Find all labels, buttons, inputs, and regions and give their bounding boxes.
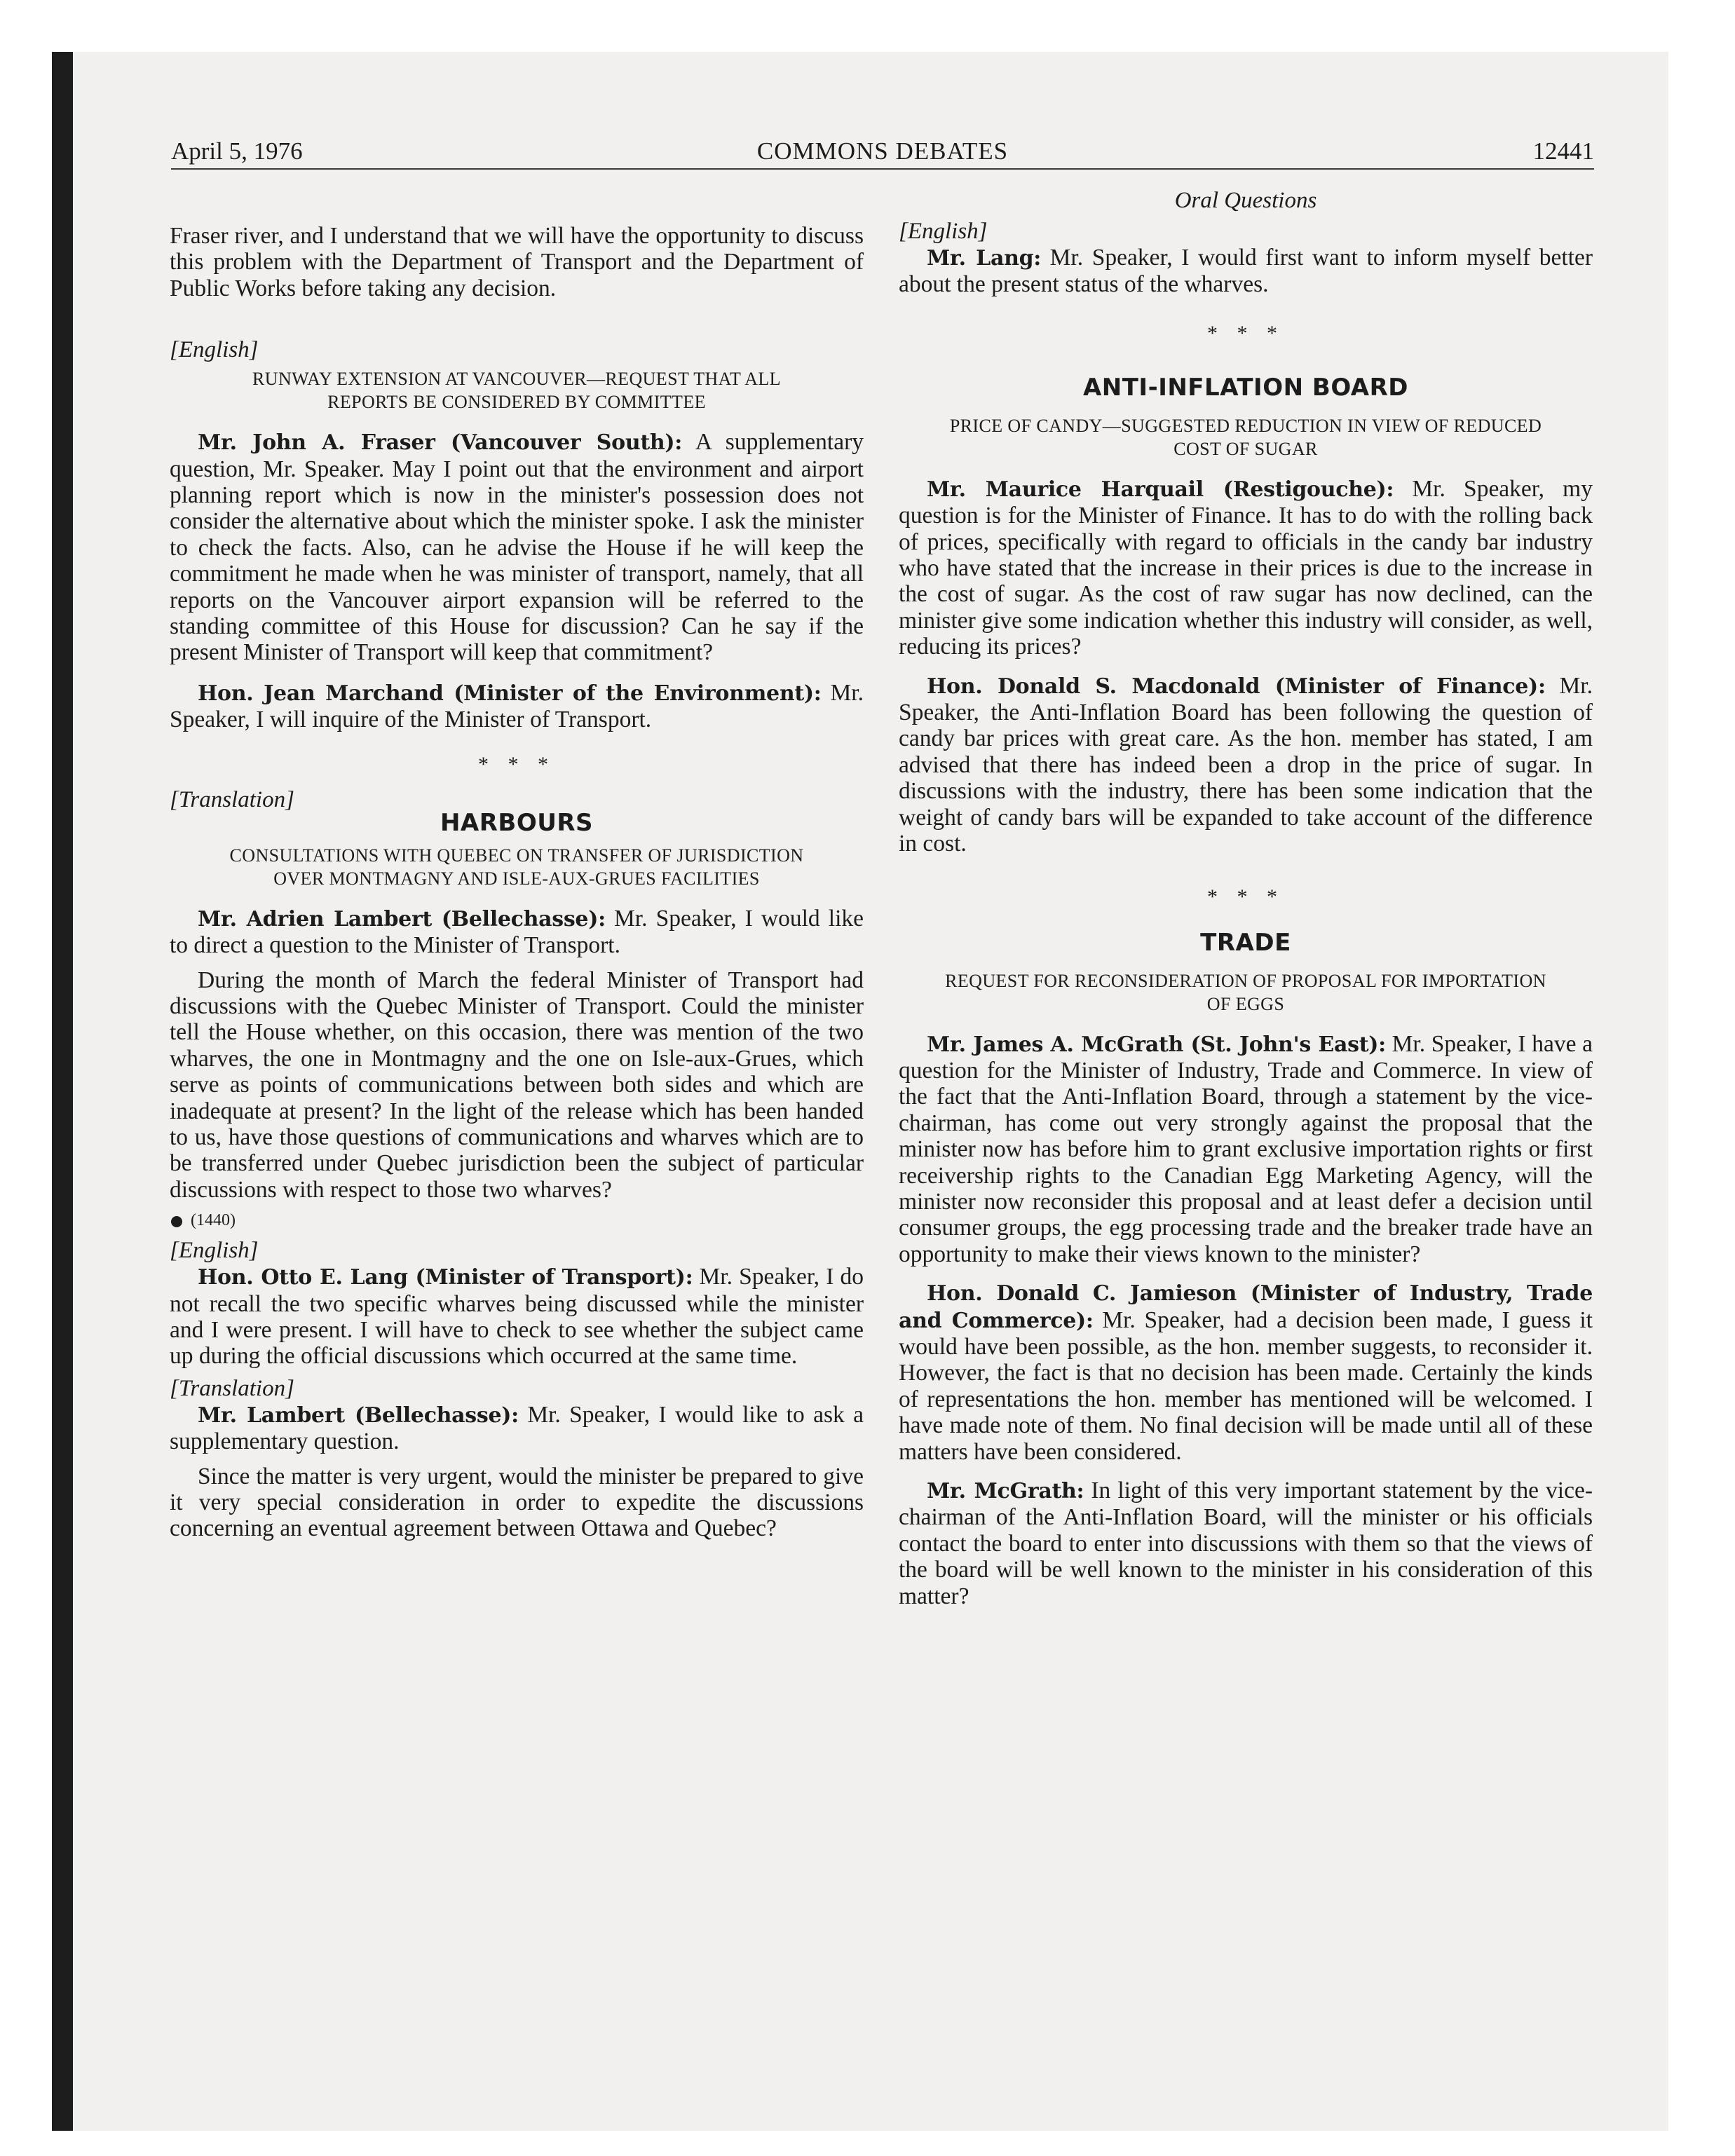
section-label: Oral Questions xyxy=(1174,188,1317,213)
left-column xyxy=(170,223,864,1542)
subheading: REQUEST FOR RECONSIDERATION OF PROPOSAL FOR IMPORTATION OF EGGS xyxy=(945,970,1546,1014)
speech xyxy=(170,1264,864,1370)
subheading: PRICE OF CANDY—SUGGESTED REDUCTION IN VIEW OF REDUCED COST OF SUGAR xyxy=(949,415,1542,459)
speech-text: Mr. Speaker, I do not recall the two specific wharves being discussed while the minister and I were present. I will have to check to see whether the subject came up during the official discussions which occurred at the same time. xyxy=(170,1264,864,1370)
language-marker: [English] xyxy=(170,337,259,363)
speech xyxy=(899,476,1593,660)
speaker-name: Mr. Lang: xyxy=(927,246,1042,271)
section-divider: * * * xyxy=(478,752,555,776)
speaker-name: Mr. Adrien Lambert (Bellechasse): xyxy=(198,906,606,932)
speech-text: Mr. Speaker, my question is for the Minister of Finance. It has to do with the rolling back of prices, specifically with regard to officials in the candy bar industry who have stated that the increase in their prices is due to the increase in the cost of sugar. As the cost of raw sugar has now declined, can the minister give some indication whether this industry will consider, as well, reducing its prices? xyxy=(899,475,1593,660)
speaker-name: Mr. McGrath: xyxy=(927,1479,1084,1503)
speech-text: Mr. Speaker, the Anti-Inflation Board has been following the question of candy bar prices with great care. As the hon. member has stated, I am advised that there has indeed been a drop in the price of sugar. In discussions with the industry, there has been some indication that the weight of candy bars will be expanded to take account of the difference in cost. xyxy=(899,672,1593,857)
speaker-name: Hon. Donald C. Jamieson (Minister of Industry, Trade and Commerce): xyxy=(899,1281,1593,1333)
language-marker: [English] xyxy=(899,219,988,244)
page-binding-edge xyxy=(52,52,73,2131)
section-heading: TRADE xyxy=(1200,928,1291,957)
speech xyxy=(170,1402,864,1455)
page-header xyxy=(171,137,1594,170)
right-column xyxy=(899,188,1593,1609)
header-rule xyxy=(171,168,1594,170)
paragraph: Fraser river, and I understand that we will have the opportunity to discuss this problem with the Department of Transport and the Department of Public Works before taking any decision. xyxy=(170,223,864,301)
speaker-name: Mr. Lambert (Bellechasse): xyxy=(198,1403,519,1428)
section-heading: ANTI-INFLATION BOARD xyxy=(1082,373,1409,402)
section-heading: HARBOURS xyxy=(440,808,594,837)
speech-text: Mr. Speaker, I have a question for the Minister of Industry, Trade and Commerce. In view of the fact that the Anti-Inflation Board, through a statement by the vice-chairman, has come out very strongly against the proposal that the minister now has before him to grant exclusive importation rights or first receivership rights to the Canadian Egg Marketing Agency, will the minister now reconsider this proposal and at least defer a decision until consumer groups, the egg processing trade and the breaker trade have an opportunity to make their views known to the minister? xyxy=(899,1030,1593,1267)
section-divider: * * * xyxy=(1207,885,1284,908)
speech-text: Mr. Speaker, I would like to direct a question to the Minister of Transport. xyxy=(170,905,864,959)
speech-text: Mr. Speaker, had a decision been made, I guess it would have been possible, as the hon. member suggests, to reconsider it. However, the fact is that no decision has been made. Certainly the kinds of representations the hon. member has mentioned will be welcomed. I have made note of them. No final decision will be made until all of these matters have been considered. xyxy=(899,1306,1593,1465)
paragraph: Since the matter is very urgent, would the minister be prepared to give it very special consideration in order to expedite the discussions concerning an eventual agreement between Ottawa and Quebec? xyxy=(170,1463,864,1542)
speaker-name: Hon. Otto E. Lang (Minister of Transport): xyxy=(198,1265,693,1290)
language-marker: [Translation] xyxy=(170,1375,294,1401)
language-marker: [Translation] xyxy=(170,786,294,812)
language-marker: [English] xyxy=(170,1238,259,1264)
speaker-name: Hon. Donald S. Macdonald (Minister of Finance): xyxy=(927,674,1546,699)
speech-text: Mr. Speaker, I would like to ask a supplementary question. xyxy=(170,1401,864,1455)
bullet-icon xyxy=(171,1216,182,1227)
section-divider: * * * xyxy=(1207,321,1284,345)
paragraph: During the month of March the federal Minister of Transport had discussions with the Quebec Minister of Transport. Could the minister tell the House whether, on this occasion, there was mention of the two wharves, the one in Montmagny and the one on Isle-aux-Grues, which serve as points of communications between both sides and which are inadequate at present? In the light of the release which has been handed to us, have those questions of communications and wharves which are to be transferred under Quebec jurisdiction been the subject of particular discussions with respect to those two wharves? xyxy=(170,967,864,1203)
speech-text: Mr. Speaker, I will inquire of the Minister of Transport. xyxy=(170,679,864,733)
speech xyxy=(899,1031,1593,1268)
speech-text: A supplementary question, Mr. Speaker. May I point out that the environment and airport planning report which is now in the minister's possession does not consider the alternative about which the minister spoke. I ask the minister to check the facts. Also, can he advise the House if he will keep the commitment he made when he was minister of transport, namely, that all reports on the Vancouver airport expansion will be referred to the standing committee of this House for discussion? Can he say if the present Minister of Transport will keep that commitment? xyxy=(170,429,864,666)
speaker-name: Mr. Maurice Harquail (Restigouche): xyxy=(927,477,1394,502)
speech xyxy=(170,906,864,959)
speech xyxy=(899,1478,1593,1609)
subheading: RUNWAY EXTENSION AT VANCOUVER—REQUEST THAT ALL REPORTS BE CONSIDERED BY COMMITTEE xyxy=(252,369,781,413)
speech-text: Mr. Speaker, I would first want to inform myself better about the present status of the wharves. xyxy=(899,245,1593,298)
speaker-name: Mr. John A. Fraser (Vancouver South): xyxy=(198,430,683,456)
speech xyxy=(170,680,864,733)
speech xyxy=(899,1280,1593,1465)
speech xyxy=(899,673,1593,857)
header-title: COMMONS DEBATES xyxy=(756,137,1009,165)
speaker-name: Hon. Jean Marchand (Minister of the Environment): xyxy=(198,681,822,706)
speech xyxy=(170,429,864,666)
speech-text: In light of this very important statement by the vice-chairman of the Anti-Inflation Board, will the minister or his officials contact the board to enter into discussions with them so that the views of the board will be well known to the minister in his consideration of this matter? xyxy=(899,1478,1593,1609)
header-page-number: 12441 xyxy=(1532,137,1594,165)
time-marker: (1440) xyxy=(170,1211,864,1230)
speech xyxy=(899,245,1593,298)
subheading: CONSULTATIONS WITH QUEBEC ON TRANSFER OF JURISDICTION OVER MONTMAGNY AND ISLE-AUX-GRUES FACILITIES xyxy=(229,845,804,889)
speaker-name: Mr. James A. McGrath (St. John's East): xyxy=(927,1032,1386,1057)
header-date: April 5, 1976 xyxy=(171,137,303,165)
